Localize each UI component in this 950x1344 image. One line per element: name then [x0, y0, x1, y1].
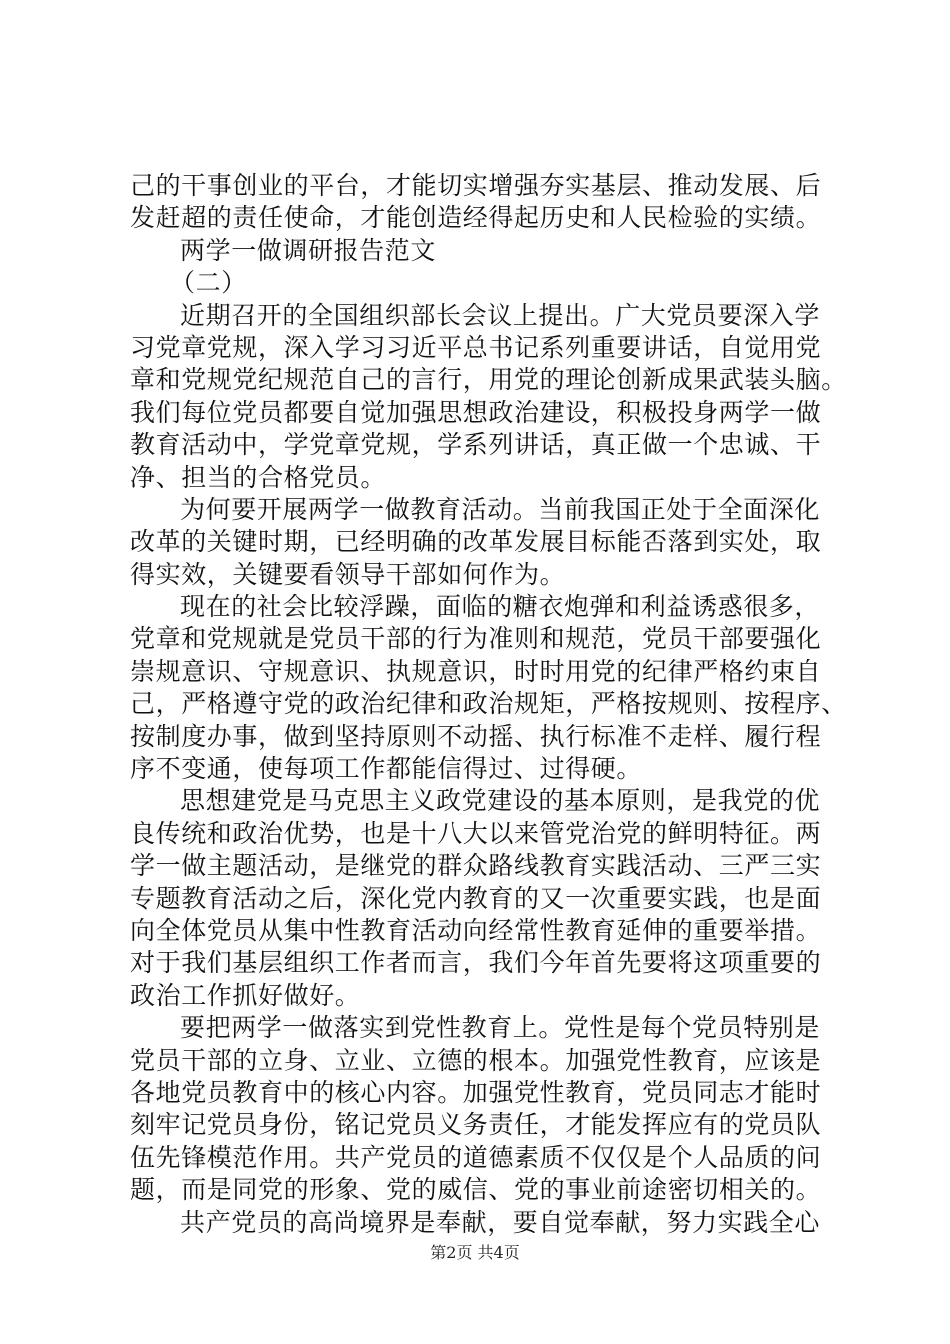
section-title: 两学一做调研报告范文	[180, 235, 437, 265]
document-body	[130, 170, 847, 1239]
text-line: 己，严格遵守党的政治纪律和政治规矩，严格按规则、按程序、	[130, 689, 847, 719]
text-line: 向全体党员从集中性教育活动向经常性教育延伸的重要举措。	[130, 915, 822, 945]
paragraph-start: 共产党员的高尚境界是奉献，要自觉奉献，努力实践全心	[180, 1207, 821, 1237]
text-line: 刻牢记党员身份，铭记党员义务责任，才能发挥应有的党员队	[130, 1110, 822, 1140]
text-line: 净、担当的合格党员。	[130, 462, 387, 492]
paragraph-start: 要把两学一做落实到党性教育上。党性是每个党员特别是	[180, 1013, 821, 1043]
text-line: 题，而是同党的形象、党的威信、党的事业前途密切相关的。	[130, 1175, 822, 1205]
text-line: 得实效，关键要看领导干部如何作为。	[130, 559, 566, 589]
text-line: 我们每位党员都要自觉加强思想政治建设，积极投身两学一做	[130, 397, 822, 427]
section-number: （二）	[170, 268, 247, 298]
text-line: 良传统和政治优势，也是十八大以来管党治党的鲜明特征。两	[130, 818, 822, 848]
text-line: 发赶超的责任使命，才能创造经得起历史和人民检验的实绩。	[130, 203, 822, 233]
text-line: 章和党规党纪规范自己的言行，用党的理论创新成果武装头脑。	[130, 365, 847, 395]
text-line: 学一做主题活动，是继党的群众路线教育实践活动、三严三实	[130, 851, 822, 881]
text-line: 专题教育活动之后，深化党内教育的又一次重要实践，也是面	[130, 883, 822, 913]
text-line: 崇规意识、守规意识、执规意识，时时用党的纪律严格约束自	[130, 656, 822, 686]
paragraph-start: 为何要开展两学一做教育活动。当前我国正处于全面深化	[180, 494, 821, 524]
text-line: 按制度办事，做到坚持原则不动摇、执行标准不走样、履行程	[130, 721, 822, 751]
text-line: 习党章党规，深入学习习近平总书记系列重要讲话，自觉用党	[130, 332, 822, 362]
text-line: 教育活动中，学党章党规，学系列讲话，真正做一个忠诚、干	[130, 430, 822, 460]
text-line: 各地党员教育中的核心内容。加强党性教育，党员同志才能时	[130, 1077, 822, 1107]
paragraph-start: 近期召开的全国组织部长会议上提出。广大党员要深入学	[180, 300, 821, 330]
text-line: 伍先锋模范作用。共产党员的道德素质不仅仅是个人品质的问	[130, 1142, 822, 1172]
paragraph-start: 思想建党是马克思主义政党建设的基本原则，是我党的优	[180, 786, 821, 816]
text-line: 序不变通，使每项工作都能信得过、过得硬。	[130, 754, 643, 784]
text-line: 改革的关键时期，已经明确的改革发展目标能否落到实处，取	[130, 527, 822, 557]
text-line: 党员干部的立身、立业、立德的根本。加强党性教育，应该是	[130, 1045, 822, 1075]
page-footer	[0, 1240, 950, 1263]
page-indicator: 第2页 共4页	[430, 1243, 520, 1262]
text-line: 己的干事创业的平台，才能切实增强夯实基层、推动发展、后	[130, 171, 822, 200]
paragraph-start: 现在的社会比较浮躁，面临的糖衣炮弹和利益诱惑很多，	[180, 592, 821, 622]
text-line: 党章和党规就是党员干部的行为准则和规范，党员干部要强化	[130, 624, 822, 654]
text-line: 对于我们基层组织工作者而言，我们今年首先要将这项重要的	[130, 948, 822, 978]
text-line: 政治工作抓好做好。	[130, 980, 361, 1010]
